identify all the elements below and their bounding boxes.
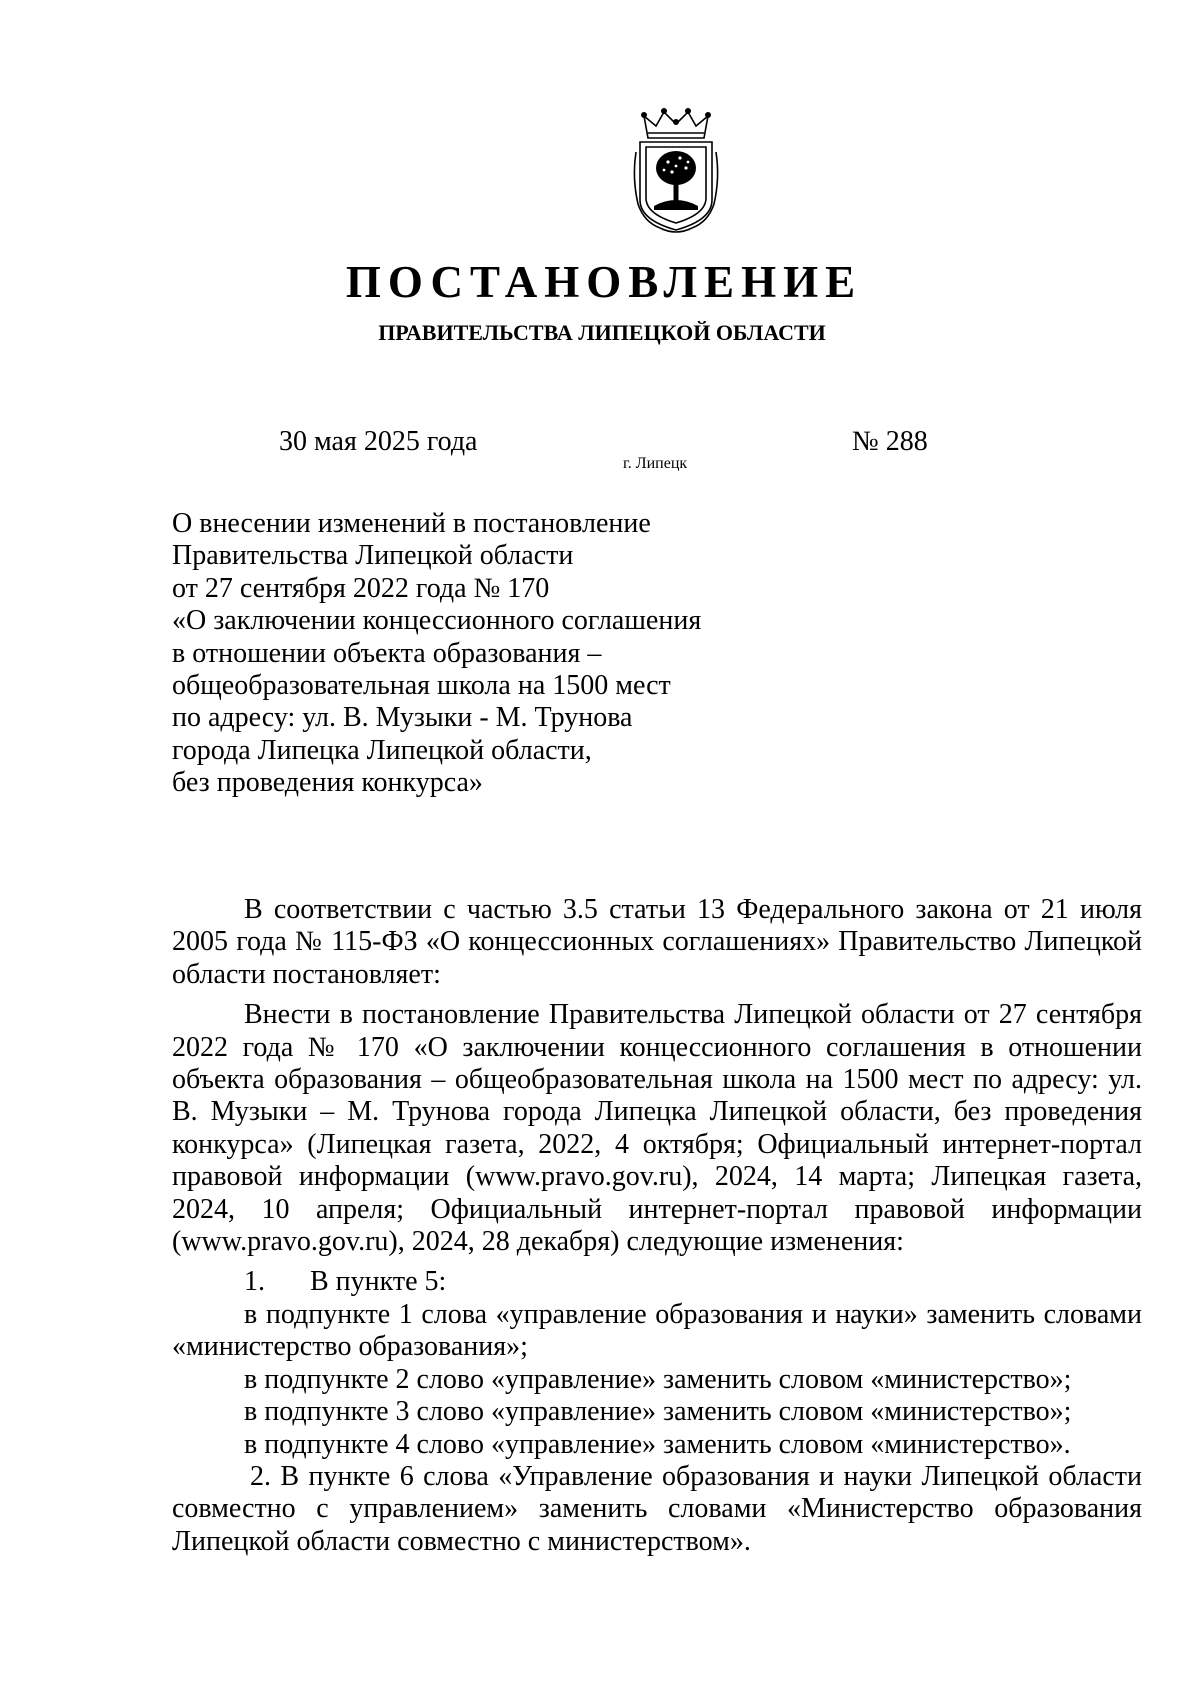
item-1-subitem: в подпункте 1 слова «управление образования и науки» заменить словами «министерство образования»; [172, 1298, 1142, 1363]
item-1-number: 1. [244, 1266, 265, 1298]
subject-line: в отношении объекта образования – [172, 637, 602, 669]
document-number: № 288 [852, 426, 928, 457]
subject-line: по адресу: ул. В. Музыки - М. Трунова [172, 702, 633, 734]
item-1-subitem: в подпункте 4 слово «управление» заменить словом «министерство». [244, 1428, 1071, 1460]
item-1-subitem: в подпункте 2 слово «управление» заменить словом «министерство»; [244, 1363, 1072, 1395]
preamble-paragraph: В соответствии с частью 3.5 статьи 13 Федерального закона от 21 июля 2005 года № 115-ФЗ «О концессионных соглашениях» Правительство Липецкой области постановляет: [172, 894, 1142, 990]
item-2-paragraph: 2. В пункте 6 слова «Управление образования и науки Липецкой области совместно с управлением» заменить словами «Министерство образования Липецкой области совместно с министерством». [172, 1460, 1142, 1557]
subject-line: О внесении изменений в постановление [172, 508, 651, 539]
item-1-subitem: в подпункте 3 слово «управление» заменить словом «министерство»; [244, 1396, 1072, 1428]
document-date: 30 мая 2025 года [279, 426, 478, 457]
document-issuer: ПРАВИТЕЛЬСТВА ЛИПЕЦКОЙ ОБЛАСТИ [378, 320, 826, 345]
document-title: ПОСТАНОВЛЕНИЕ [345, 257, 863, 307]
subject-line: без проведения конкурса» [172, 767, 483, 799]
main-paragraph: Внести в постановление Правительства Липецкой области от 27 сентября 2022 года № 170 «О заключении концессионного соглашения в отношении объекта образования – общеобразовательная школа на 1500 мест по адресу: ул. В. Музыки – М. Трунова города Липецка Липецкой области, без проведения конкурса» (Липецкая газета, 2022, 4 октября; Официальный интернет-портал правовой информации (www.pravo.gov.ru), 2024, 14 марта; Липецкая газета, 2024, 10 апреля; Официальный интернет-портал правовой информации (www.pravo.gov.ru), 2024, 28 декабря) следующие изменения: [172, 999, 1142, 1258]
subject-line: Правительства Липецкой области [172, 540, 574, 572]
document-body [172, 894, 1142, 1558]
item-1-heading-text: В пункте 5: [310, 1266, 447, 1298]
subject-line: города Липецка Липецкой области, [172, 734, 592, 766]
document-subject [172, 508, 872, 800]
item-1-heading [172, 1266, 1142, 1298]
subject-line: «О заключении концессионного соглашения [172, 605, 702, 637]
coat-of-arms-icon [630, 108, 722, 236]
subject-line: от 27 сентября 2022 года № 170 [172, 572, 550, 604]
document-place: г. Липецк [623, 455, 688, 472]
subject-line: общеобразовательная школа на 1500 мест [172, 670, 671, 702]
